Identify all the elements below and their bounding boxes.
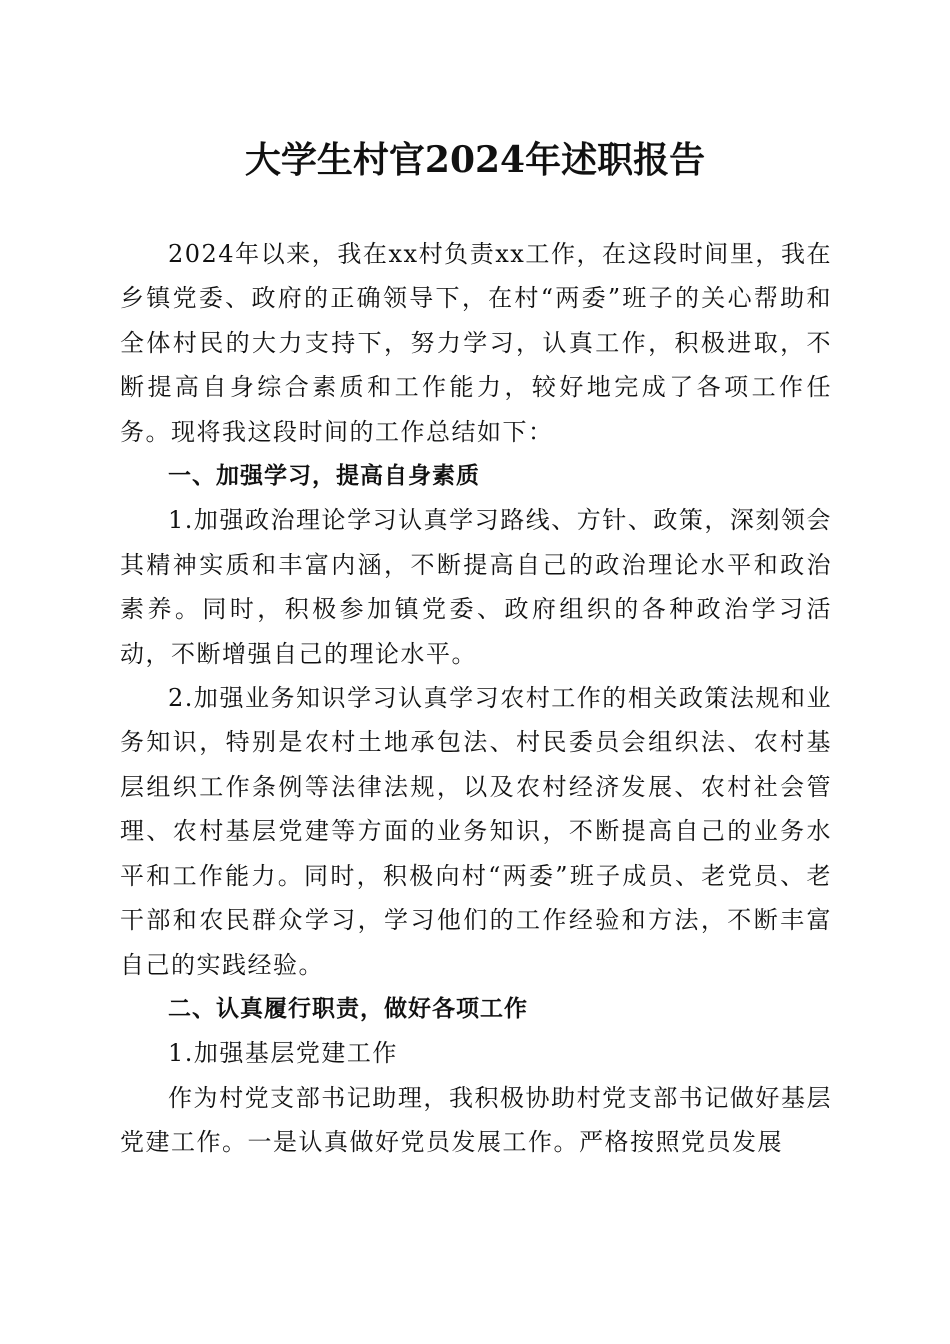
subheading-2-1: 1.加强基层党建工作	[168, 1039, 398, 1068]
intro-paragraph: 2024年以来，我在xx村负责xx工作，在这段时间里，我在乡镇党委、政府的正确领导下，在村“两委”班子的关心帮助和全体村民的大力支持下，努力学习，认真工作，积极进取，不断提高自身综合素质和工作能力，较好地完成了各项工作任务。现将我这段时间的工作总结如下：	[120, 240, 832, 446]
paragraph-1-1: 1.加强政治理论学习认真学习路线、方针、政策，深刻领会其精神实质和丰富内涵，不断提高自己的政治理论水平和政治素养。同时，积极参加镇党委、政府组织的各种政治学习活动，不断增强自己的理论水平。	[120, 506, 832, 668]
section-heading-2: 二、认真履行职责，做好各项工作	[168, 995, 528, 1022]
paragraph-2-1: 作为村党支部书记助理，我积极协助村党支部书记做好基层党建工作。一是认真做好党员发展工作。严格按照党员发展	[120, 1083, 832, 1157]
document-body	[120, 232, 832, 1165]
paragraph-1-2: 2.加强业务知识学习认真学习农村工作的相关政策法规和业务知识，特别是农村土地承包法、村民委员会组织法、农村基层组织工作条例等法律法规，以及农村经济发展、农村社会管理、农村基层党建等方面的业务知识，不断提高自己的业务水平和工作能力。同时，积极向村“两委”班子成员、老党员、老干部和农民群众学习，学习他们的工作经验和方法，不断丰富自己的实践经验。	[120, 684, 832, 979]
section-heading-1: 一、加强学习，提高自身素质	[168, 463, 480, 490]
document-title: 大学生村官2024年述职报告	[244, 139, 706, 181]
